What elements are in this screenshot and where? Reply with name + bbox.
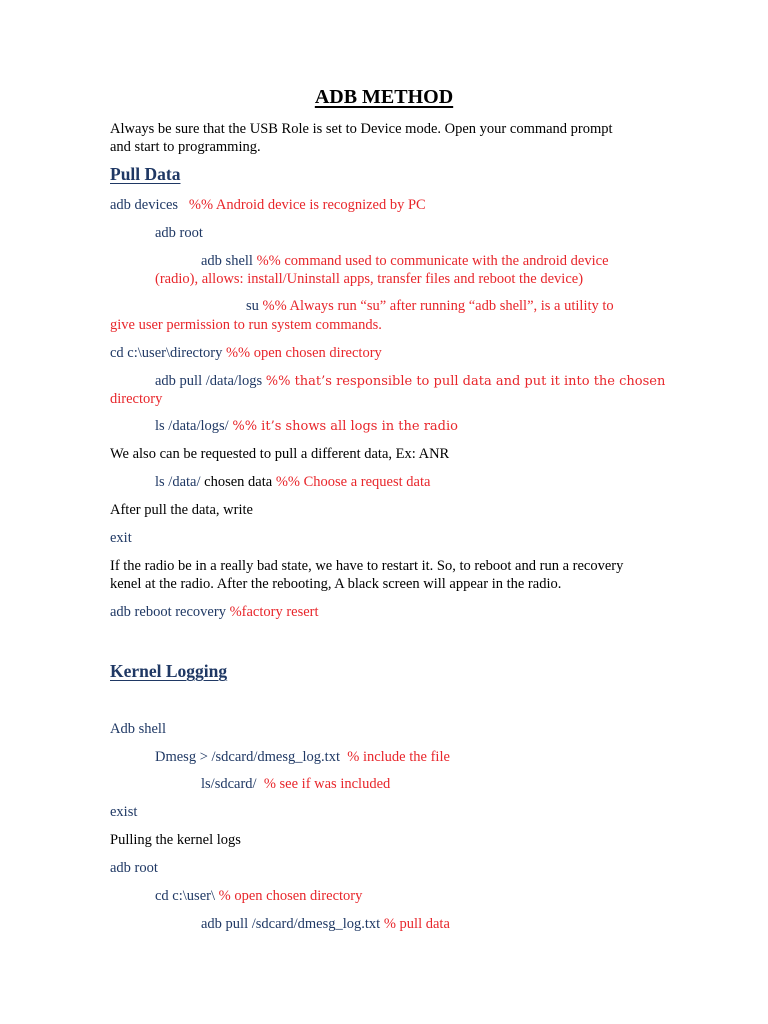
- line-dmesg: [155, 748, 450, 766]
- command-text: adb reboot recovery: [110, 604, 226, 620]
- command-text: su: [246, 298, 259, 314]
- line-bad-state-2: kenel at the radio. After the rebooting, A black screen will appear in the radio.: [110, 576, 562, 592]
- document-title: ADB METHOD: [314, 86, 454, 108]
- comment-text: %% it’s shows all logs in the radio: [232, 419, 458, 434]
- line-ls-logs: [155, 417, 458, 436]
- line-adb-root-kernel: adb root: [110, 860, 158, 876]
- line-adb-shell: [201, 252, 609, 270]
- comment-text: % include the file: [347, 749, 450, 765]
- comment-text: %% Choose a request data: [275, 474, 431, 490]
- command-text: ls /data/logs/: [155, 418, 229, 434]
- line-bad-state-1: If the radio be in a really bad state, we have to restart it. So, to reboot and run a recovery: [110, 558, 624, 574]
- line-adb-reboot: [110, 603, 319, 621]
- command-arg-text: chosen data: [204, 474, 273, 490]
- command-text: adb pull /sdcard/dmesg_log.txt: [201, 916, 381, 932]
- line-pulling-kernel-logs: Pulling the kernel logs: [110, 832, 241, 848]
- line-su: [246, 297, 614, 315]
- command-text: adb shell: [201, 253, 253, 269]
- line-adb-pull-logs: [155, 372, 665, 391]
- line-after-pull: After pull the data, write: [110, 502, 253, 518]
- command-text: cd c:\user\directory: [110, 345, 223, 361]
- intro-line-2: and start to programming.: [110, 139, 261, 155]
- line-ls-data: [155, 473, 430, 491]
- line-also-requested: We also can be requested to pull a different data, Ex: ANR: [110, 446, 450, 462]
- command-text: ls/sdcard/: [201, 776, 257, 792]
- line-adb-pull-dmesg: [201, 915, 450, 933]
- line-adb-pull-logs-cont: directory: [110, 391, 163, 407]
- comment-text: % open chosen directory: [218, 888, 363, 904]
- line-adb-shell-cont: (radio), allows: install/Uninstall apps, transfer files and reboot the device): [155, 271, 584, 287]
- intro-line-1: Always be sure that the USB Role is set to Device mode. Open your command prompt: [110, 121, 613, 137]
- section-heading-pull-data: Pull Data: [110, 164, 181, 184]
- line-adb-shell-kernel: Adb shell: [110, 721, 166, 737]
- comment-text: % see if was included: [263, 776, 391, 792]
- line-adb-root: adb root: [155, 225, 203, 241]
- section-heading-kernel-logging: Kernel Logging: [110, 661, 228, 681]
- line-exist: exist: [110, 804, 138, 820]
- comment-text: %% Always run “su” after running “adb shell”, is a utility to: [262, 298, 614, 314]
- command-text: adb devices: [110, 197, 179, 213]
- line-cd-directory: [110, 344, 382, 362]
- comment-text: %factory resert: [229, 604, 319, 620]
- comment-text: % pull data: [383, 916, 450, 932]
- line-su-cont: give user permission to run system commands.: [110, 317, 382, 333]
- comment-text: %% open chosen directory: [225, 345, 382, 361]
- command-text: adb pull /data/logs: [155, 373, 263, 389]
- comment-text: %% command used to communicate with the android device: [256, 253, 609, 269]
- command-text: cd c:\user\: [155, 888, 215, 904]
- line-adb-devices: [110, 196, 426, 214]
- line-ls-sdcard: [201, 775, 390, 793]
- command-text: Dmesg > /sdcard/dmesg_log.txt: [155, 749, 340, 765]
- command-text: ls /data/: [155, 474, 201, 490]
- line-cd-user: [155, 887, 362, 905]
- comment-text: %% that’s responsible to pull data and put it into the chosen: [265, 374, 666, 389]
- comment-text: %% Android device is recognized by PC: [188, 197, 426, 213]
- line-exit: exit: [110, 530, 132, 546]
